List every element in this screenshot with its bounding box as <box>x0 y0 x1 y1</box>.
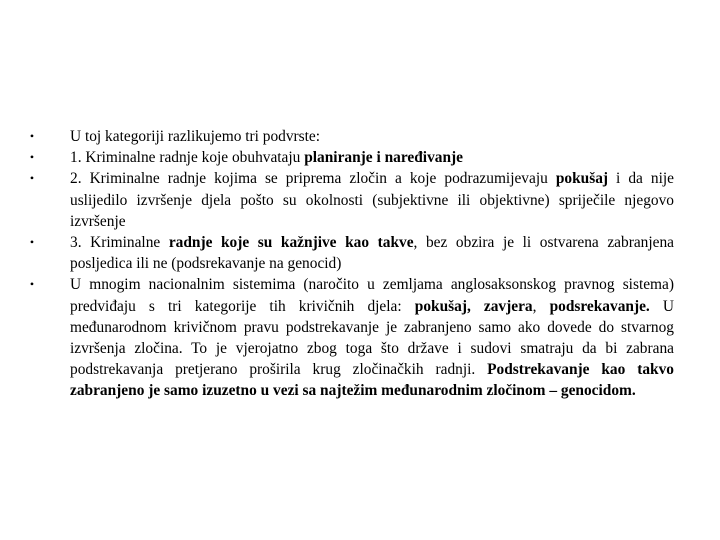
bullet-dot-icon: • <box>29 171 35 186</box>
bold-text-run: pokušaj <box>555 170 609 188</box>
text-run: 2. Kriminalne radnje kojima se priprema zločin a koje podrazumijevaju <box>70 170 556 188</box>
text-run: , <box>532 297 550 315</box>
text-run: U toj kategoriji razlikujemo tri podvrste: <box>70 128 321 145</box>
text-run: 1. Kriminalne radnje koje obuhvataju <box>70 149 305 167</box>
bullet-text <box>70 149 463 166</box>
text-run: U mnogim nacionalnim sistemima (naročito u zemljama anglosaksonskog pravnog sistema) predviđaju s tri kategorije tih krivičnih djela: <box>70 276 674 315</box>
text-run: 3. Kriminalne <box>70 234 169 252</box>
bullet-dot-icon: • <box>29 277 35 292</box>
bullet-item <box>26 147 674 168</box>
bullet-text <box>70 170 674 229</box>
bullet-dot-icon: • <box>29 150 35 165</box>
bullet-item <box>26 126 674 147</box>
text-run: , bez obzira je li ostvarena zabranjena posljedica ili ne (podsrekavanje na genocid) <box>70 234 674 273</box>
bullet-dot-icon: • <box>29 235 35 250</box>
bold-text-run: podsrekavanje. <box>549 297 650 315</box>
bullet-text <box>70 128 320 145</box>
bold-text-run: planiranje i naređivanje <box>304 149 463 167</box>
bullet-dot-icon: • <box>29 129 35 143</box>
bold-text-run: pokušaj, zavjera <box>414 297 533 315</box>
bullet-text <box>70 276 674 399</box>
bullet-item <box>26 168 674 232</box>
bold-text-run: radnje koje su kažnjive kao takve <box>168 234 414 252</box>
bullet-list <box>26 126 674 402</box>
bullet-item <box>26 232 674 274</box>
bullet-item <box>26 274 674 401</box>
text-run: U međunarodnom krivičnom pravu podstrekavanje je zabranjeno samo ako dovede do stvarnog izvršenja zločina. To je vjerojatno zbog toga što države i sudovi smatraju da bi zabrana podstrekavanja pretjerano proširila krug zločinačkih radnji. <box>70 297 674 379</box>
bold-text-run: Podstrekavanje kao takvo zabranjeno je samo izuzetno u vezi sa najtežim međunarodnim zločinom – genocidom. <box>70 361 675 400</box>
text-run: i da nije uslijedilo izvršenje djela pošto su okolnosti (subjektivne ili objektivne) spriječile njegovo izvršenje <box>70 170 674 230</box>
bullet-text <box>70 234 674 272</box>
